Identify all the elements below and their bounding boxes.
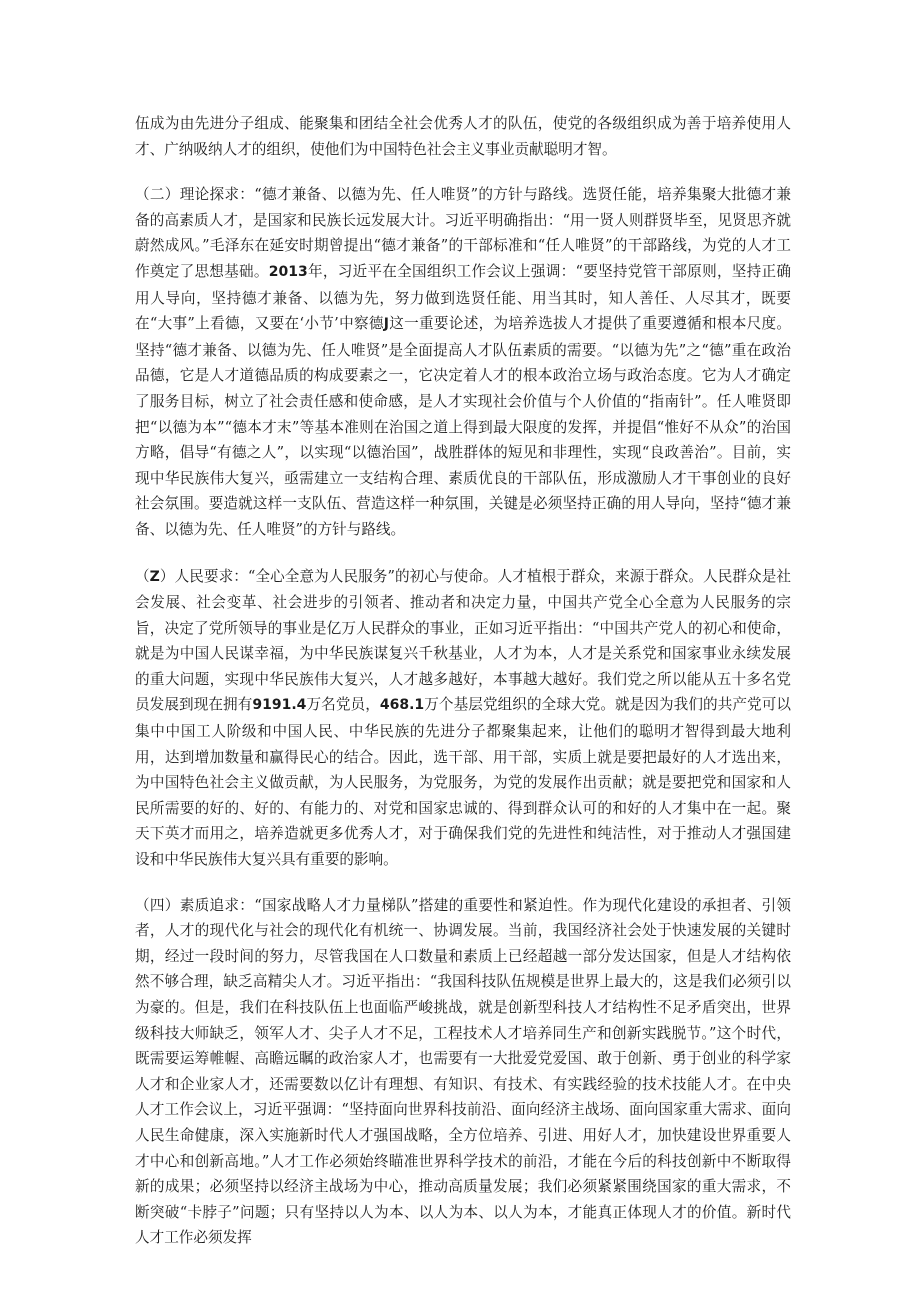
paragraph-text: 这一重要论述，为培养选拔人才提供了重要遵循和根本尺度。坚持“德才兼备、以德为先、任人唯贤”是全面提高人才队伍素质的需要。“以德为先”之“德”重在政治品德，它是人才道德品质的构成要素之一，它决定着人才的根本政治立场与政治态度。它为人才确定了服务目标，树立了社会责任感和使命感，是人才实现社会价值与个人价值的“指南针”。任人唯贤即把“以德为本”“德本才末”等基本准则在治国之道上得到最大限度的发挥，并提倡“惟好不从众”的治国方略，倡导“有德之人”，以实现“以德治国”，战胜群体的短见和非理性，实现“良政善治”。目前，实现中华民族伟大复兴，亟需建立一支结构合理、素质优良的干部队伍，形成激励人才干事创业的良好社会氛围。要造就这样一支队伍、营造这样一种氛围，关键是必须坚持正确的用人导向，坚持“德才兼备、以德为先、任人唯贤”的方针与路线。 (135, 315, 791, 538)
paragraph-text: （二）理论探求：“德才兼备、以德为先、任人唯贤”的方针与路线。选贤任能，培养集聚大批德才兼备的高素质人才，是国家和民族长远发展大计。习近平明确指出：“用一贤人则群贤毕至，见贤思齐就蔚然成风。”毛泽东在延安时期曾提出“德才兼备”的干部标准和“任人唯贤”的干部路线，为党的人才工作奠定了思想基础。 (135, 186, 791, 280)
paragraph-text: 年，习近平在全国组织工作会议上强调：“要坚持党管干部原则，坚持正确用人导向，坚持德才兼备、以德为先，努力做到选贤任能、用当其时，知人善任、人尽其才，既要在“大事”上看德，又要在‘小节’中察德 (135, 262, 791, 333)
bold-artifact: J (383, 316, 389, 333)
paragraph-text: 万个基层党组织的全球大党。就是因为我们的共产党可以集中中国工人阶级和中国人民、中华民族的先进分子都聚集起来，让他们的聪明才智得到最大地利用，达到增加数量和赢得民心的结合。因此，选干部、用干部，实质上就是要把最好的人才选出来，为中国特色社会主义做贡献，为人民服务，为党服务，为党的发展作出贡献；就是要把党和国家和人民所需要的好的、好的、有能力的、对党和国家忠诚的、得到群众认可的和好的人才集中在一起。聚天下英才而用之，培养造就更多优秀人才，对于确保我们党的先进性和纯洁性，对于推动人才强国建设和中华民族伟大复兴具有重要的影响。 (135, 696, 791, 869)
paragraph-text: （ (135, 567, 150, 585)
paragraph-quality-pursuit (135, 893, 791, 1251)
bold-member-count: 9191.4 (252, 697, 307, 714)
paragraph-text: 万名党员， (306, 696, 380, 714)
paragraph-intro-continuation (135, 111, 791, 162)
paragraph-text: ）人民要求：“全心全意为人民服务”的初心与使命。人才植根于群众，来源于群众。人民群众是社会发展、社会变革、社会进步的引领者、推动者和决定力量，中国共产党全心全意为人民服务的宗旨，决定了党所领导的事业是亿万人民群众的事业，正如习近平指出：“中国共产党人的初心和使命，就是为中国人民谋幸福，为中华民族谋复兴千秋基业，人才为本，人才是关系党和国家事业永续发展的重大问题，实现中华民族伟大复兴，人才越多越好，本事越大越好。我们党之所以能从五十多名党员发展到现在拥有 (135, 567, 791, 714)
document-body (135, 111, 791, 1251)
paragraph-people-requirement (135, 564, 791, 873)
paragraph-text: （四）素质追求：“国家战略人才力量梯队”搭建的重要性和紧迫性。作为现代化建设的承担者、引领者，人才的现代化与社会的现代化有机统一、协调发展。当前，我国经济社会处于快速发展的关键时期，经过一段时间的努力，尽管我国在人口数量和素质上已经超越一部分发达国家，但是人才结构依然不够合理，缺乏高精尖人才。习近平指出：“我国科技队伍规模是世界上最大的，这是我们必须引以为豪的。但是，我们在科技队伍上也面临严峻挑战，就是创新型科技人才结构性不足矛盾突出，世界级科技大师缺乏，领军人才、尖子人才不足，工程技术人才培养同生产和创新实践脱节。”这个时代，既需要运筹帷幄、高瞻远瞩的政治家人才，也需要有一大批爱党爱国、敢于创新、勇于创业的科学家人才和企业家人才，还需要数以亿计有理想、有知识、有技术、有实践经验的技术技能人才。在中央人才工作会议上，习近平强调：“坚持面向世界科技前沿、面向经济主战场、面向国家重大需求、面向人民生命健康，深入实施新时代人才强国战略，全方位培养、引进、用好人才，加快建设世界重要人才中心和创新高地。”人才工作必须始终瞄准世界科学技术的前沿，才能在今后的科技创新中不断取得新的成果；必须坚持以经济主战场为中心，推动高质量发展；我们必须紧紧围绕国家的重大需求，不断突破“卡脖子”问题；只有坚持以人为本、以人为本、以人为本，才能真正体现人才的价值。新时代人才工作必须发挥 (135, 896, 791, 1247)
paragraph-theory-pursuit (135, 182, 791, 542)
paragraph-text: 伍成为由先进分子组成、能聚集和团结全社会优秀人才的队伍，使党的各级组织成为善于培养使用人才、广纳吸纳人才的组织，使他们为中国特色社会主义事业贡献聪明才智。 (135, 115, 791, 158)
bold-artifact: Z (149, 568, 160, 585)
bold-organization-count: 468.1 (379, 697, 425, 714)
bold-year: 2013 (268, 263, 308, 280)
